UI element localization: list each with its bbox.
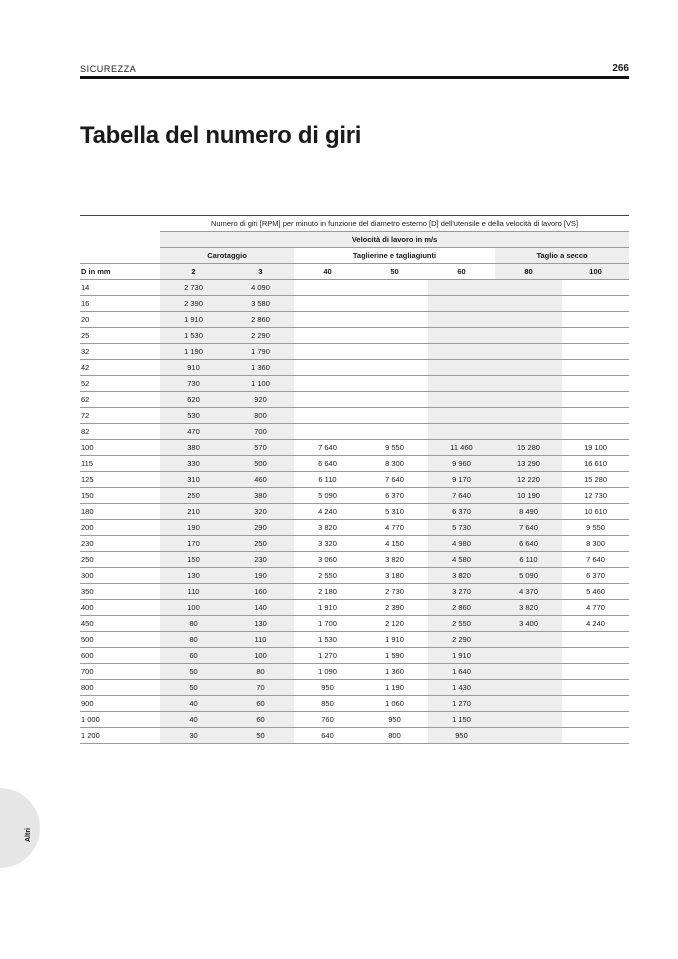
d-column-header: D in mm (80, 264, 160, 280)
rpm-cell: 130 (160, 568, 227, 584)
table-row (80, 344, 629, 360)
diameter-cell: 150 (80, 488, 160, 504)
rpm-cell: 130 (227, 616, 294, 632)
rpm-cell (495, 680, 562, 696)
rpm-cell: 3 820 (428, 568, 495, 584)
rpm-cell (361, 344, 428, 360)
speed-value-row (80, 264, 629, 280)
diameter-cell: 600 (80, 648, 160, 664)
rpm-cell: 60 (160, 648, 227, 664)
rpm-cell: 760 (294, 712, 361, 728)
side-tab-label: Altri (25, 828, 32, 842)
rpm-cell: 4 240 (562, 616, 629, 632)
rpm-cell: 3 400 (495, 616, 562, 632)
rpm-cell: 12 730 (562, 488, 629, 504)
rpm-cell: 2 860 (227, 312, 294, 328)
rpm-cell: 5 730 (428, 520, 495, 536)
rpm-cell (495, 632, 562, 648)
rpm-cell: 40 (160, 696, 227, 712)
rpm-cell: 700 (227, 424, 294, 440)
rpm-cell: 6 640 (294, 456, 361, 472)
table-row (80, 472, 629, 488)
rpm-cell: 210 (160, 504, 227, 520)
speed-value: 80 (495, 264, 562, 280)
rpm-cell: 6 110 (294, 472, 361, 488)
diameter-cell: 500 (80, 632, 160, 648)
caption-row (80, 216, 629, 232)
table-row (80, 408, 629, 424)
rpm-cell: 40 (160, 712, 227, 728)
diameter-cell: 800 (80, 680, 160, 696)
diameter-cell: 300 (80, 568, 160, 584)
rpm-cell: 4 770 (361, 520, 428, 536)
rpm-cell: 800 (361, 728, 428, 744)
rpm-cell (428, 296, 495, 312)
rpm-cell: 30 (160, 728, 227, 744)
diameter-cell: 1 200 (80, 728, 160, 744)
rpm-cell: 1 910 (361, 632, 428, 648)
rpm-cell (294, 312, 361, 328)
rpm-cell: 8 490 (495, 504, 562, 520)
rpm-cell (562, 712, 629, 728)
rpm-cell (428, 360, 495, 376)
table-row (80, 392, 629, 408)
rpm-cell: 380 (160, 440, 227, 456)
rpm-cell (495, 696, 562, 712)
rpm-cell: 9 550 (361, 440, 428, 456)
table-row (80, 424, 629, 440)
rpm-cell: 15 280 (495, 440, 562, 456)
rpm-cell: 640 (294, 728, 361, 744)
rpm-cell (294, 280, 361, 296)
rpm-cell: 70 (227, 680, 294, 696)
rpm-cell (562, 344, 629, 360)
rpm-cell: 250 (160, 488, 227, 504)
rpm-cell: 1 910 (428, 648, 495, 664)
table-row (80, 520, 629, 536)
rpm-cell: 8 300 (361, 456, 428, 472)
rpm-cell (562, 312, 629, 328)
rpm-cell: 4 770 (562, 600, 629, 616)
rpm-cell: 60 (227, 696, 294, 712)
table-row (80, 552, 629, 568)
rpm-cell (428, 328, 495, 344)
rpm-cell: 500 (227, 456, 294, 472)
rpm-cell (495, 712, 562, 728)
rpm-cell: 320 (227, 504, 294, 520)
rpm-table-container (80, 215, 629, 744)
speed-header: Velocità di lavoro in m/s (160, 232, 629, 248)
table-row (80, 712, 629, 728)
rpm-cell: 100 (160, 600, 227, 616)
rpm-cell: 1 430 (428, 680, 495, 696)
rpm-cell (495, 296, 562, 312)
rpm-cell (361, 392, 428, 408)
rpm-cell: 6 370 (361, 488, 428, 504)
rpm-cell: 530 (160, 408, 227, 424)
rpm-cell (562, 360, 629, 376)
rpm-cell (562, 664, 629, 680)
rpm-cell (562, 280, 629, 296)
rpm-cell: 230 (227, 552, 294, 568)
rpm-cell: 800 (227, 408, 294, 424)
rpm-cell: 6 370 (562, 568, 629, 584)
diameter-cell: 16 (80, 296, 160, 312)
rpm-cell: 2 550 (294, 568, 361, 584)
rpm-cell: 1 270 (428, 696, 495, 712)
rpm-cell: 4 240 (294, 504, 361, 520)
rpm-cell (294, 392, 361, 408)
rpm-cell: 2 290 (428, 632, 495, 648)
rpm-cell: 11 460 (428, 440, 495, 456)
rpm-cell: 1 060 (361, 696, 428, 712)
rpm-cell (361, 312, 428, 328)
table-row (80, 456, 629, 472)
rpm-cell: 50 (160, 680, 227, 696)
rpm-cell: 10 610 (562, 504, 629, 520)
rpm-cell: 2 730 (160, 280, 227, 296)
rpm-cell (361, 360, 428, 376)
rpm-cell: 3 060 (294, 552, 361, 568)
rpm-cell: 1 270 (294, 648, 361, 664)
rpm-cell: 6 110 (495, 552, 562, 568)
rpm-cell (294, 328, 361, 344)
rpm-cell (562, 392, 629, 408)
diameter-cell: 125 (80, 472, 160, 488)
table-row (80, 728, 629, 744)
table-row (80, 488, 629, 504)
table-head (80, 216, 629, 280)
rpm-cell: 160 (227, 584, 294, 600)
rpm-cell: 1 700 (294, 616, 361, 632)
rpm-cell: 250 (227, 536, 294, 552)
page-header (80, 60, 629, 74)
rpm-cell (562, 696, 629, 712)
rpm-cell: 7 640 (562, 552, 629, 568)
rpm-cell: 2 390 (361, 600, 428, 616)
rpm-cell: 850 (294, 696, 361, 712)
diameter-cell: 20 (80, 312, 160, 328)
rpm-cell: 2 290 (227, 328, 294, 344)
rpm-cell (495, 408, 562, 424)
group-header-spacer (80, 248, 160, 264)
diameter-cell: 700 (80, 664, 160, 680)
rpm-cell: 7 640 (361, 472, 428, 488)
rpm-cell: 1 190 (361, 680, 428, 696)
rpm-cell: 5 310 (361, 504, 428, 520)
rpm-cell: 1 090 (294, 664, 361, 680)
rpm-cell: 170 (160, 536, 227, 552)
rpm-cell: 1 910 (294, 600, 361, 616)
rpm-cell: 5 090 (495, 568, 562, 584)
rpm-cell (361, 280, 428, 296)
rpm-cell: 2 120 (361, 616, 428, 632)
rpm-cell (562, 296, 629, 312)
diameter-cell: 115 (80, 456, 160, 472)
group-header-row (80, 248, 629, 264)
table-row (80, 664, 629, 680)
rpm-cell (428, 344, 495, 360)
table-row (80, 360, 629, 376)
rpm-cell: 1 530 (160, 328, 227, 344)
rpm-cell (294, 344, 361, 360)
group-taglio-secco: Taglio a secco (495, 248, 629, 264)
rpm-cell (428, 408, 495, 424)
rpm-cell (495, 648, 562, 664)
rpm-cell: 7 640 (294, 440, 361, 456)
rpm-cell: 3 580 (227, 296, 294, 312)
diameter-cell: 350 (80, 584, 160, 600)
rpm-cell: 7 640 (495, 520, 562, 536)
diameter-cell: 42 (80, 360, 160, 376)
table-row (80, 600, 629, 616)
rpm-cell (562, 424, 629, 440)
rpm-cell: 470 (160, 424, 227, 440)
rpm-cell (495, 328, 562, 344)
diameter-cell: 52 (80, 376, 160, 392)
rpm-cell: 15 280 (562, 472, 629, 488)
rpm-cell: 1 590 (361, 648, 428, 664)
rpm-cell: 1 530 (294, 632, 361, 648)
rpm-cell (495, 344, 562, 360)
rpm-cell (562, 328, 629, 344)
rpm-cell (294, 360, 361, 376)
rpm-cell: 1 910 (160, 312, 227, 328)
rpm-cell (361, 424, 428, 440)
diameter-cell: 900 (80, 696, 160, 712)
rpm-cell: 60 (227, 712, 294, 728)
rpm-cell: 100 (227, 648, 294, 664)
rpm-cell: 910 (160, 360, 227, 376)
rpm-cell: 8 300 (562, 536, 629, 552)
rpm-cell (495, 280, 562, 296)
table-caption: Numero di giri [RPM] per minuto in funzione del diametro esterno [D] dell'utensile e della velocità di lavoro [VS] (160, 216, 629, 232)
rpm-cell (562, 376, 629, 392)
table-row (80, 632, 629, 648)
rpm-cell (428, 424, 495, 440)
speed-header-spacer (80, 232, 160, 248)
rpm-cell: 4 150 (361, 536, 428, 552)
diameter-cell: 82 (80, 424, 160, 440)
speed-value: 100 (562, 264, 629, 280)
rpm-cell: 4 580 (428, 552, 495, 568)
rpm-cell: 1 790 (227, 344, 294, 360)
table-row (80, 648, 629, 664)
page-number: 266 (612, 63, 629, 74)
rpm-cell: 19 100 (562, 440, 629, 456)
rpm-cell (562, 680, 629, 696)
rpm-cell: 190 (160, 520, 227, 536)
rpm-cell: 7 640 (428, 488, 495, 504)
rpm-cell (495, 664, 562, 680)
table-row (80, 504, 629, 520)
header-rule (80, 76, 629, 79)
rpm-cell: 4 370 (495, 584, 562, 600)
rpm-cell (428, 392, 495, 408)
table-row (80, 376, 629, 392)
table-row (80, 568, 629, 584)
rpm-cell: 9 960 (428, 456, 495, 472)
rpm-cell: 110 (227, 632, 294, 648)
rpm-cell: 13 290 (495, 456, 562, 472)
rpm-cell (428, 280, 495, 296)
rpm-cell: 730 (160, 376, 227, 392)
rpm-cell: 16 610 (562, 456, 629, 472)
rpm-cell: 12 220 (495, 472, 562, 488)
rpm-cell: 570 (227, 440, 294, 456)
group-taglierine: Taglierine e tagliagiunti (294, 248, 495, 264)
rpm-cell (562, 632, 629, 648)
page-title: Tabella del numero di giri (80, 122, 362, 149)
table-row (80, 328, 629, 344)
rpm-cell: 330 (160, 456, 227, 472)
side-tab[interactable] (0, 788, 40, 868)
rpm-cell: 2 180 (294, 584, 361, 600)
diameter-cell: 250 (80, 552, 160, 568)
rpm-cell: 80 (160, 632, 227, 648)
diameter-cell: 1 000 (80, 712, 160, 728)
table-body (80, 280, 629, 744)
rpm-cell (562, 408, 629, 424)
rpm-cell (495, 392, 562, 408)
rpm-cell (294, 424, 361, 440)
rpm-cell: 5 460 (562, 584, 629, 600)
rpm-cell: 3 820 (294, 520, 361, 536)
rpm-cell (361, 296, 428, 312)
diameter-cell: 450 (80, 616, 160, 632)
rpm-cell: 3 820 (495, 600, 562, 616)
rpm-cell (428, 312, 495, 328)
rpm-cell (495, 728, 562, 744)
rpm-cell: 3 270 (428, 584, 495, 600)
diameter-cell: 25 (80, 328, 160, 344)
rpm-cell: 1 360 (361, 664, 428, 680)
rpm-cell: 2 860 (428, 600, 495, 616)
rpm-cell: 6 370 (428, 504, 495, 520)
rpm-cell: 1 640 (428, 664, 495, 680)
rpm-cell: 190 (227, 568, 294, 584)
group-carotaggio: Carotaggio (160, 248, 294, 264)
rpm-cell: 5 090 (294, 488, 361, 504)
rpm-cell: 2 550 (428, 616, 495, 632)
diameter-cell: 180 (80, 504, 160, 520)
diameter-cell: 400 (80, 600, 160, 616)
speed-header-row (80, 232, 629, 248)
rpm-cell: 460 (227, 472, 294, 488)
rpm-cell: 950 (428, 728, 495, 744)
rpm-table (80, 215, 629, 744)
rpm-cell: 10 190 (495, 488, 562, 504)
diameter-cell: 230 (80, 536, 160, 552)
rpm-cell: 9 550 (562, 520, 629, 536)
table-row (80, 680, 629, 696)
rpm-cell: 290 (227, 520, 294, 536)
rpm-cell: 110 (160, 584, 227, 600)
table-row (80, 312, 629, 328)
rpm-cell: 2 390 (160, 296, 227, 312)
rpm-cell (495, 376, 562, 392)
rpm-cell: 50 (227, 728, 294, 744)
rpm-cell (562, 648, 629, 664)
diameter-cell: 200 (80, 520, 160, 536)
rpm-cell: 1 360 (227, 360, 294, 376)
rpm-cell: 80 (227, 664, 294, 680)
rpm-cell (495, 360, 562, 376)
speed-value: 3 (227, 264, 294, 280)
rpm-cell: 50 (160, 664, 227, 680)
rpm-cell: 6 640 (495, 536, 562, 552)
rpm-cell: 380 (227, 488, 294, 504)
diameter-cell: 100 (80, 440, 160, 456)
rpm-cell (294, 376, 361, 392)
rpm-cell (361, 408, 428, 424)
rpm-cell: 140 (227, 600, 294, 616)
rpm-cell: 1 190 (160, 344, 227, 360)
rpm-cell (294, 296, 361, 312)
speed-value: 2 (160, 264, 227, 280)
rpm-cell: 2 730 (361, 584, 428, 600)
rpm-cell: 1 150 (428, 712, 495, 728)
rpm-cell (495, 424, 562, 440)
rpm-cell: 950 (361, 712, 428, 728)
section-title: SICUREZZA (80, 64, 137, 74)
diameter-cell: 32 (80, 344, 160, 360)
rpm-cell (495, 312, 562, 328)
rpm-cell: 1 100 (227, 376, 294, 392)
table-row (80, 440, 629, 456)
speed-value: 60 (428, 264, 495, 280)
rpm-cell: 3 820 (361, 552, 428, 568)
table-row (80, 696, 629, 712)
speed-value: 50 (361, 264, 428, 280)
rpm-cell (294, 408, 361, 424)
rpm-cell: 620 (160, 392, 227, 408)
table-row (80, 616, 629, 632)
rpm-cell: 80 (160, 616, 227, 632)
rpm-cell: 3 320 (294, 536, 361, 552)
speed-value: 40 (294, 264, 361, 280)
rpm-cell: 950 (294, 680, 361, 696)
rpm-cell: 3 180 (361, 568, 428, 584)
diameter-cell: 62 (80, 392, 160, 408)
diameter-cell: 14 (80, 280, 160, 296)
rpm-cell (562, 728, 629, 744)
rpm-cell: 150 (160, 552, 227, 568)
diameter-cell: 72 (80, 408, 160, 424)
rpm-cell: 4 980 (428, 536, 495, 552)
caption-spacer (80, 216, 160, 232)
table-row (80, 584, 629, 600)
rpm-cell: 4 090 (227, 280, 294, 296)
rpm-cell (361, 328, 428, 344)
rpm-cell (428, 376, 495, 392)
rpm-cell: 310 (160, 472, 227, 488)
rpm-cell: 920 (227, 392, 294, 408)
table-row (80, 536, 629, 552)
table-row (80, 296, 629, 312)
rpm-cell (361, 376, 428, 392)
rpm-cell: 9 170 (428, 472, 495, 488)
table-row (80, 280, 629, 296)
